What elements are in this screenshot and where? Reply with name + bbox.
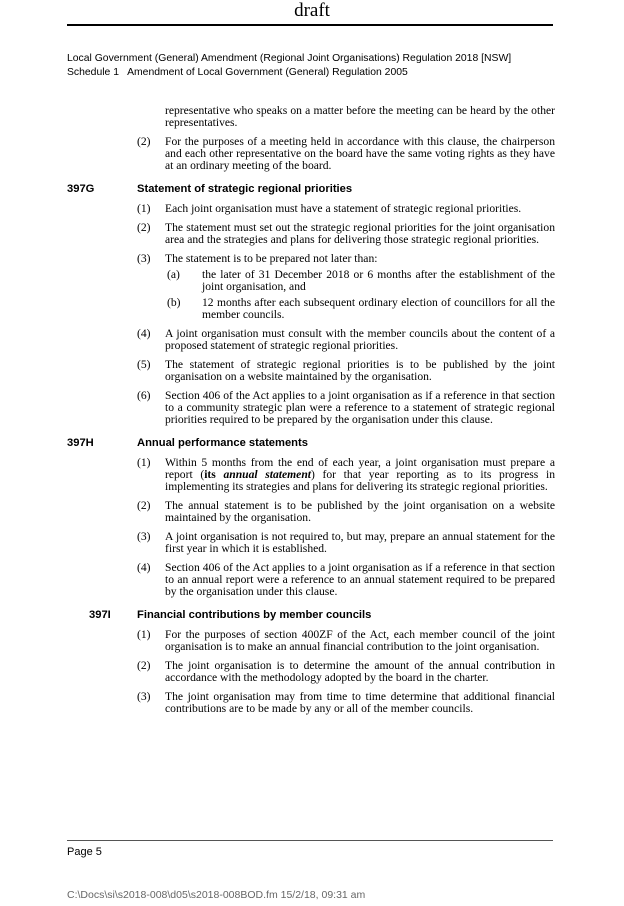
paragraph-397G-3b: [67, 297, 555, 321]
subclause-number: (2): [137, 659, 151, 672]
subclause-number: (2): [137, 135, 151, 148]
subclause-2-prev: [67, 136, 555, 172]
subclause-397H-1: [67, 457, 555, 493]
subclause-text-b: ) for that year reporting as to its progress in implementing its strategies and plans for delivering its strategic regional priorities.: [165, 468, 555, 493]
paragraph-397G-3a: [67, 269, 555, 293]
subclause-number: (6): [137, 389, 151, 402]
subclause-text: The joint organisation may from time to time determine that additional financial contributions are to be made by any or all of the member councils.: [165, 690, 555, 715]
subclause-397G-3: [67, 253, 555, 265]
subclause-397G-4: [67, 328, 555, 352]
subclause-number: (3): [137, 690, 151, 703]
page-number: Page 5: [67, 846, 102, 858]
subclause-397I-3: [67, 691, 555, 715]
subclause-number: (4): [137, 327, 151, 340]
section-heading-397H: [67, 436, 555, 450]
subclause-number: (2): [137, 499, 151, 512]
document-body: [67, 105, 555, 722]
subclause-text: The joint organisation is to determine the amount of the annual contribution in accordance with the methodology adopted by the board in the charter.: [165, 659, 555, 684]
section-title: Financial contributions by member councils: [137, 609, 372, 621]
subclause-text: A joint organisation must consult with the member councils about the content of a proposed statement of strategic regional priorities.: [165, 327, 555, 352]
subclause-397H-2: [67, 500, 555, 524]
subclause-number: (4): [137, 561, 151, 574]
running-header-title: Local Government (General) Amendment (Regional Joint Organisations) Regulation 2018 [NSW]: [67, 53, 512, 64]
subclause-number: (1): [137, 202, 151, 215]
subclause-number: (1): [137, 456, 151, 469]
defined-term-prefix: its: [204, 468, 224, 481]
section-number: 397G: [67, 183, 95, 195]
subclause-number: (3): [137, 252, 151, 265]
subclause-number: (2): [137, 221, 151, 234]
section-number: 397I: [89, 609, 111, 621]
paragraph-letter: (a): [167, 268, 180, 281]
subclause-text: The statement of strategic regional priorities is to be published by the joint organisation on a website maintained by the organisation.: [165, 358, 555, 383]
paragraph-text: 12 months after each subsequent ordinary election of councillors for all the member councils.: [202, 296, 555, 321]
subclause-text: The statement must set out the strategic regional priorities for the joint organisation area and the strategies and plans for delivering those strategic regional priorities.: [165, 221, 555, 246]
subclause-397I-2: [67, 660, 555, 684]
subclause-text-a: Within 5 months from the end of each year, a joint organisation must prepare a report (: [165, 456, 555, 481]
subclause-397I-1: [67, 629, 555, 653]
paragraph-letter: (b): [167, 296, 181, 309]
paragraph-text: the later of 31 December 2018 or 6 months after the establishment of the joint organisation, and: [202, 268, 555, 293]
subclause-397H-3: [67, 531, 555, 555]
defined-term: annual statement: [223, 468, 311, 481]
subclause-number: (3): [137, 530, 151, 543]
subclause-397G-2: [67, 222, 555, 246]
subclause-397G-5: [67, 359, 555, 383]
footer-rule: [67, 840, 553, 841]
subclause-text: For the purposes of a meeting held in accordance with this clause, the chairperson and each other representative on the board have the same voting rights as they have at an ordinary meeting of the board.: [165, 135, 555, 172]
subclause-397G-6: [67, 390, 555, 426]
subclause-text: Section 406 of the Act applies to a joint organisation as if a reference in that section to a community strategic plan were a reference to a statement of strategic regional priorities required to be prepared by the organisation under this clause.: [165, 389, 555, 426]
subclause-text: For the purposes of section 400ZF of the Act, each member council of the joint organisation is to make an annual financial contribution to the joint organisation.: [165, 628, 555, 653]
section-title: Statement of strategic regional priorities: [137, 183, 353, 195]
subclause-text: A joint organisation is not required to, but may, prepare an annual statement for the first year in which it is established.: [165, 530, 555, 555]
subclause-397H-4: [67, 562, 555, 598]
subclause-number: (5): [137, 358, 151, 371]
section-heading-397I: [67, 608, 555, 622]
subclause-text: Each joint organisation must have a statement of strategic regional priorities.: [165, 202, 522, 215]
continued-paragraph: representative who speaks on a matter before the meeting can be heard by the other representatives.: [165, 104, 555, 129]
running-header-schedule: Schedule 1 Amendment of Local Government (General) Regulation 2005: [67, 67, 408, 78]
section-heading-397G: [67, 182, 555, 196]
section-number: 397H: [67, 437, 94, 449]
subclause-397G-1: [67, 203, 555, 215]
subclause-text: The statement is to be prepared not later than:: [165, 252, 378, 265]
subclause-text: The annual statement is to be published by the joint organisation on a website maintained by the organisation.: [165, 499, 555, 524]
header-rule: [67, 24, 553, 26]
subclause-number: (1): [137, 628, 151, 641]
subclause-text: Section 406 of the Act applies to a joint organisation as if a reference in that section to an annual report were a reference to an annual statement required to be prepared by the organisation under this clause.: [165, 561, 555, 598]
draft-watermark: draft: [294, 0, 330, 21]
section-title: Annual performance statements: [137, 437, 308, 449]
footer-file-path: C:\Docs\si\s2018-008\d05\s2018-008BOD.fm 15/2/18, 09:31 am: [67, 889, 366, 901]
